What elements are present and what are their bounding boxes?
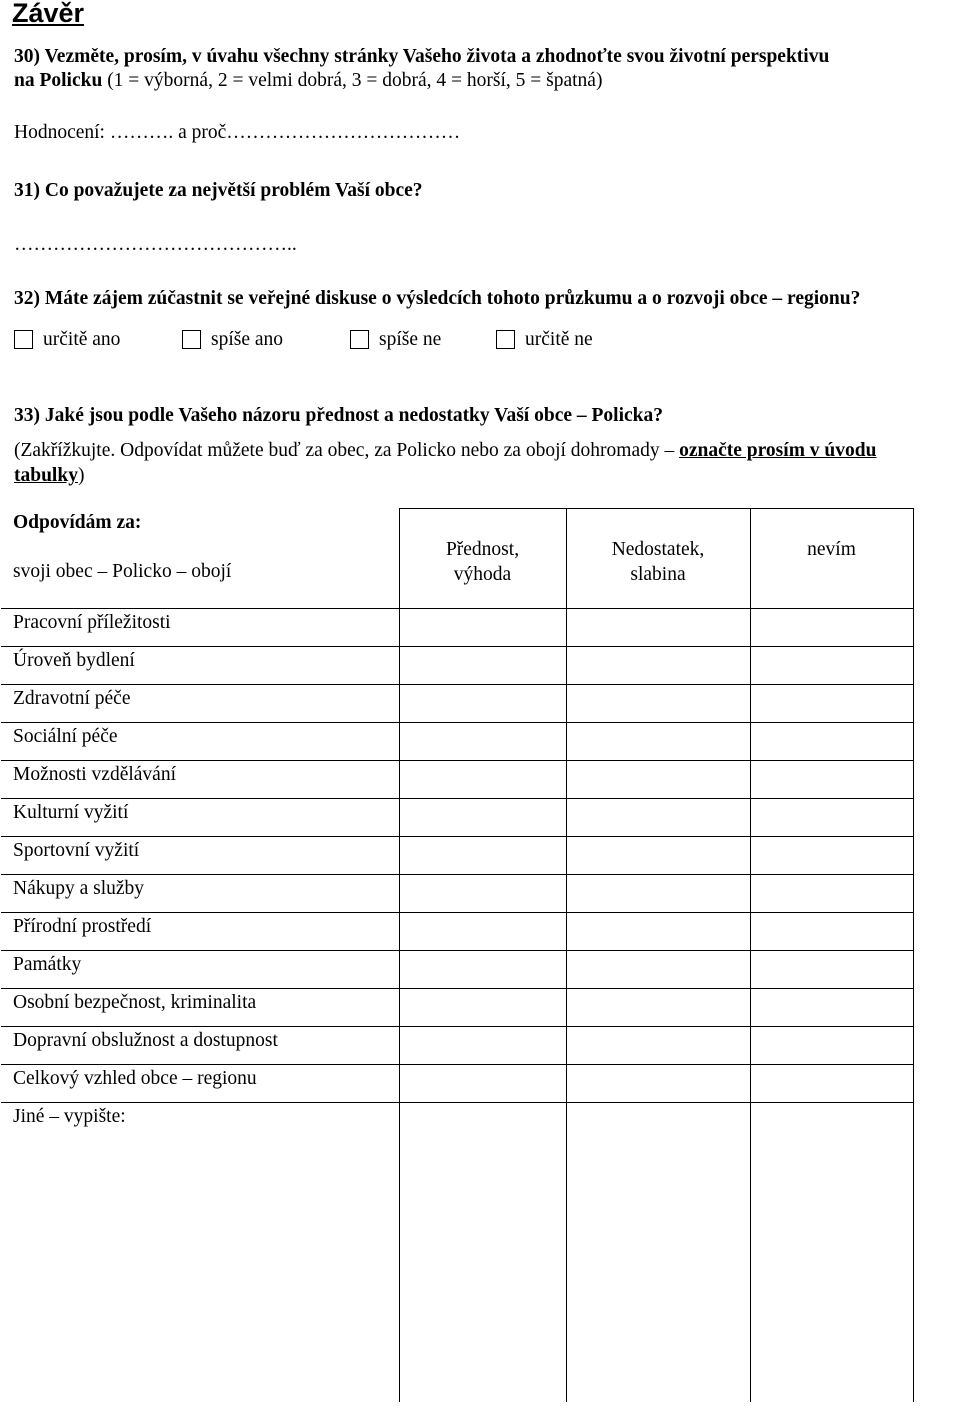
unknown-cell[interactable] [750, 874, 913, 912]
unknown-cell[interactable] [750, 836, 913, 874]
row-label-other[interactable]: Jiné – vypište: [1, 1102, 399, 1402]
header-strength-line2: výhoda [453, 564, 512, 585]
table-row [1, 608, 913, 646]
q33-instr-text: (Zakřížkujte. Odpovídat můžete buď za obec, za Policko nebo za obojí dohromady – [14, 440, 680, 461]
table-row [1, 912, 913, 950]
unknown-cell[interactable] [750, 950, 913, 988]
q33-instr-table-word: tabulky [14, 465, 78, 486]
strength-cell[interactable] [399, 760, 566, 798]
unknown-cell[interactable] [750, 988, 913, 1026]
table-row [1, 950, 913, 988]
strength-cell[interactable] [399, 684, 566, 722]
unknown-cell[interactable] [750, 1026, 913, 1064]
weakness-cell[interactable] [566, 760, 750, 798]
row-label: Nákupy a služby [1, 874, 399, 912]
strength-cell[interactable] [399, 988, 566, 1026]
row-label: Sportovní vyžití [1, 836, 399, 874]
table-row [1, 874, 913, 912]
weakness-cell[interactable] [566, 1102, 750, 1402]
row-label: Sociální péče [1, 722, 399, 760]
table-row [1, 646, 913, 684]
strength-cell[interactable] [399, 950, 566, 988]
row-label: Celkový vzhled obce – regionu [1, 1064, 399, 1102]
weakness-cell[interactable] [566, 950, 750, 988]
header-strength-line1: Přednost, [445, 539, 520, 560]
strength-cell[interactable] [399, 1064, 566, 1102]
strength-cell[interactable] [399, 798, 566, 836]
table-row [1, 988, 913, 1026]
q30-text-line2 [14, 69, 602, 93]
unknown-cell[interactable] [750, 1102, 913, 1402]
weakness-cell[interactable] [566, 608, 750, 646]
q30-text-line1: 30) Vezměte, prosím, v úvahu všechny stránky Vašeho života a zhodnoťte svou životní perspektivu [14, 46, 830, 67]
unknown-cell[interactable] [750, 1064, 913, 1102]
strength-cell[interactable] [399, 1102, 566, 1402]
q33-instructions-line2 [14, 464, 84, 488]
header-weakness-line1: Nedostatek, [611, 539, 705, 560]
checkbox[interactable] [14, 330, 33, 349]
table-header-row [1, 509, 913, 609]
unknown-cell[interactable] [750, 722, 913, 760]
header-weakness [566, 509, 750, 609]
q33-instr-underlined: označte prosím v úvodu [679, 440, 877, 461]
weakness-cell[interactable] [566, 988, 750, 1026]
strength-cell[interactable] [399, 874, 566, 912]
weakness-cell[interactable] [566, 646, 750, 684]
table-row [1, 722, 913, 760]
header-unknown-label: nevím [807, 539, 856, 560]
row-label: Památky [1, 950, 399, 988]
table-row [1, 1064, 913, 1102]
weakness-cell[interactable] [566, 722, 750, 760]
table-row-other [1, 1102, 913, 1402]
q31-answer-line[interactable]: …………………………………….. [14, 234, 297, 255]
row-label: Zdravotní péče [1, 684, 399, 722]
checkbox[interactable] [496, 330, 515, 349]
table-row [1, 836, 913, 874]
q32-option-label: spíše ne [379, 329, 442, 350]
row-label: Pracovní příležitosti [1, 608, 399, 646]
checkbox[interactable] [182, 330, 201, 349]
row-label: Úroveň bydlení [1, 646, 399, 684]
q33-text: 33) Jaké jsou podle Vašeho názoru přednost a nedostatky Vaší obce – Policka? [14, 405, 664, 426]
strength-cell[interactable] [399, 1026, 566, 1064]
table-row [1, 684, 913, 722]
strength-cell[interactable] [399, 646, 566, 684]
evaluation-table [1, 508, 914, 1402]
strength-cell[interactable] [399, 608, 566, 646]
weakness-cell[interactable] [566, 798, 750, 836]
header-respond-label: Odpovídám za: [13, 511, 142, 533]
weakness-cell[interactable] [566, 1064, 750, 1102]
unknown-cell[interactable] [750, 608, 913, 646]
header-respond-options[interactable]: svoji obec – Policko – obojí [13, 560, 232, 582]
unknown-cell[interactable] [750, 684, 913, 722]
q30-scale: (1 = výborná, 2 = velmi dobrá, 3 = dobrá, 4 = horší, 5 = špatná) [102, 70, 603, 91]
weakness-cell[interactable] [566, 912, 750, 950]
weakness-cell[interactable] [566, 874, 750, 912]
header-respond-cell [1, 509, 399, 609]
unknown-cell[interactable] [750, 798, 913, 836]
row-label: Kulturní vyžití [1, 798, 399, 836]
row-label: Dopravní obslužnost a dostupnost [1, 1026, 399, 1064]
weakness-cell[interactable] [566, 684, 750, 722]
row-label: Přírodní prostředí [1, 912, 399, 950]
q31-text: 31) Co považujete za největší problém Vaší obce? [14, 180, 423, 201]
strength-cell[interactable] [399, 836, 566, 874]
q33-instr-end: ) [77, 465, 85, 486]
table-row [1, 1026, 913, 1064]
table-row [1, 798, 913, 836]
q32-option-label: určitě ne [525, 329, 593, 350]
strength-cell[interactable] [399, 722, 566, 760]
q30-location: na Policku [14, 70, 103, 91]
checkbox[interactable] [350, 330, 369, 349]
header-strength [399, 509, 566, 609]
row-label: Možnosti vzdělávání [1, 760, 399, 798]
header-unknown [750, 509, 913, 609]
q32-option-label: určitě ano [43, 329, 121, 350]
header-weakness-line2: slabina [630, 564, 686, 585]
q32-option-label: spíše ano [211, 329, 284, 350]
weakness-cell[interactable] [566, 836, 750, 874]
section-heading: Závěr [12, 0, 85, 28]
q32-text: 32) Máte zájem zúčastnit se veřejné diskuse o výsledcích tohoto průzkumu a o rozvoji obce – regionu? [14, 288, 861, 309]
q33-instructions-line1 [14, 439, 876, 463]
weakness-cell[interactable] [566, 1026, 750, 1064]
unknown-cell[interactable] [750, 912, 913, 950]
unknown-cell[interactable] [750, 760, 913, 798]
q30-answer-line[interactable]: Hodnocení: ………. a proč……………………………… [14, 122, 461, 143]
table-row [1, 760, 913, 798]
row-label: Osobní bezpečnost, kriminalita [1, 988, 399, 1026]
unknown-cell[interactable] [750, 646, 913, 684]
strength-cell[interactable] [399, 912, 566, 950]
